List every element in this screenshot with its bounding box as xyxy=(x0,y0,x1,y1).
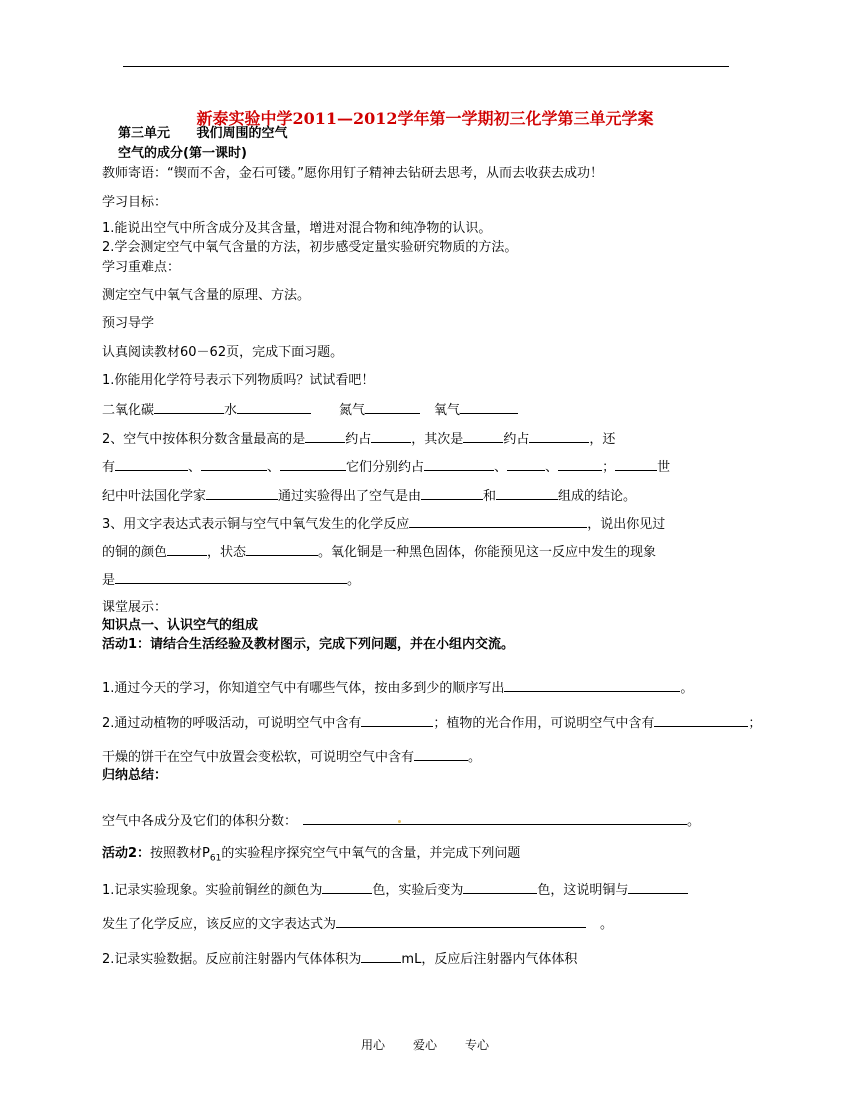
q2-line-3 xyxy=(102,487,636,505)
q3-text: 3、用文字表达式表示铜与空气中氧气发生的化学反应 xyxy=(102,517,410,532)
a2-text: 。 xyxy=(600,917,614,932)
answer-blank[interactable] xyxy=(206,487,278,500)
answer-blank[interactable] xyxy=(558,458,602,471)
q1-item: 水 xyxy=(224,403,238,418)
q2-text: 纪中叶法国化学家 xyxy=(102,489,207,504)
key-heading: 学习重难点： xyxy=(102,260,181,275)
page-title: 新泰实验中学2011—2012学年第一学期初三化学第三单元学案 xyxy=(196,109,654,128)
q2-text: 和 xyxy=(483,489,497,504)
footer-word: 爱心 xyxy=(412,1038,437,1052)
q2-text: 、 xyxy=(494,460,508,475)
a2-text: 色，这说明铜与 xyxy=(537,883,629,898)
knowledge-point-1: 知识点一、认识空气的组成 xyxy=(102,618,259,633)
a1-text: ； xyxy=(748,716,762,731)
a1-q2 xyxy=(102,714,761,732)
q2-text: 、 xyxy=(545,460,559,475)
q3-text: ，状态 xyxy=(207,545,247,560)
q1-item: 氧气 xyxy=(434,403,461,418)
summary-heading: 归纳总结： xyxy=(102,768,168,783)
footer-word: 用心 xyxy=(360,1038,385,1052)
answer-blank[interactable] xyxy=(365,401,420,414)
answer-blank[interactable] xyxy=(496,487,558,500)
answer-blank[interactable] xyxy=(628,881,688,894)
class-heading: 课堂展示： xyxy=(102,600,168,615)
q3-text: 是 xyxy=(102,573,116,588)
answer-blank[interactable] xyxy=(280,458,346,471)
answer-blank[interactable] xyxy=(424,458,494,471)
q3-line-1 xyxy=(102,515,665,533)
a1-q2-cont xyxy=(102,748,481,766)
answer-blank[interactable] xyxy=(154,401,224,414)
q2-text: 有 xyxy=(102,460,116,475)
answer-blank[interactable] xyxy=(237,401,311,414)
answer-blank[interactable] xyxy=(504,679,680,692)
activity-1-heading: 活动1：请结合生活经验及教材图示，完成下列问题，并在小组内交流。 xyxy=(102,637,515,652)
q2-text: 组成的结论。 xyxy=(558,489,637,504)
answer-blank[interactable] xyxy=(167,543,207,556)
a2-text: 1.记录实验现象。实验前铜丝的颜色为 xyxy=(102,883,323,898)
q2-text: ，还 xyxy=(589,432,616,447)
q3-text: 。氧化铜是一种黑色固体，你能预见这一反应中发生的现象 xyxy=(318,545,657,560)
stray-mark xyxy=(398,820,401,823)
goal-item: 2.学会测定空气中氧气含量的方法，初步感受定量实验研究物质的方法。 xyxy=(102,240,518,255)
summary-text: 。 xyxy=(687,814,701,829)
key-text: 测定空气中氧气含量的原理、方法。 xyxy=(102,288,311,303)
activity-2-label: 活动2： xyxy=(102,846,151,861)
answer-blank[interactable] xyxy=(615,458,657,471)
page-subscript: 61 xyxy=(209,853,222,864)
summary-line xyxy=(102,812,700,830)
q2-text: 、 xyxy=(267,460,281,475)
answer-blank[interactable] xyxy=(336,915,586,928)
q2-text: 世 xyxy=(657,460,671,475)
q2-line-1 xyxy=(102,430,615,448)
q2-text: ，其次是 xyxy=(411,432,464,447)
a2-q1 xyxy=(102,881,688,899)
a2-q2 xyxy=(102,950,577,968)
answer-blank[interactable] xyxy=(414,748,468,761)
answer-blank[interactable] xyxy=(371,430,411,443)
q2-text: 2、空气中按体积分数含量最高的是 xyxy=(102,432,306,447)
q1-fill-line xyxy=(102,401,518,419)
a1-text: ；植物的光合作用，可说明空气中含有 xyxy=(433,716,655,731)
answer-blank[interactable] xyxy=(460,401,518,414)
answer-blank[interactable] xyxy=(115,571,347,584)
a1-text: 1.通过今天的学习，你知道空气中有哪些气体，按由多到少的顺序写出 xyxy=(102,681,505,696)
answer-blank[interactable] xyxy=(421,487,483,500)
answer-blank[interactable] xyxy=(361,950,401,963)
summary-text: 空气中各成分及它们的体积分数： xyxy=(102,814,298,829)
activity-2-heading xyxy=(102,846,520,867)
a2-text: 2.记录实验数据。反应前注射器内气体体积为 xyxy=(102,952,362,967)
q2-text: 它们分别约占 xyxy=(346,460,425,475)
footer-word: 专心 xyxy=(465,1038,490,1052)
answer-blank[interactable] xyxy=(246,543,318,556)
answer-blank[interactable] xyxy=(409,515,587,528)
question-1: 1.你能用化学符号表示下列物质吗？试试看吧！ xyxy=(102,373,375,388)
a1-q1 xyxy=(102,679,693,697)
activity-2-text: 按照教材P xyxy=(150,846,210,861)
page-footer xyxy=(0,1036,850,1053)
q2-text: 、 xyxy=(188,460,202,475)
answer-blank[interactable] xyxy=(463,881,537,894)
q2-line-2 xyxy=(102,458,670,476)
a1-text: 。 xyxy=(680,681,694,696)
teacher-note: 教师寄语：“锲而不舍，金石可镂。”愿你用钉子精神去钻研去思考，从而去收获去成功！ xyxy=(102,166,603,181)
answer-blank[interactable] xyxy=(201,458,267,471)
header-rule xyxy=(123,66,729,67)
answer-blank[interactable] xyxy=(305,430,345,443)
a1-text: 2.通过动植物的呼吸活动，可说明空气中含有 xyxy=(102,716,362,731)
a2-text: mL，反应后注射器内气体体积 xyxy=(401,952,578,967)
lesson-heading: 空气的成分(第一课时) xyxy=(118,146,247,161)
a2-text: 发生了化学反应，该反应的文字表达式为 xyxy=(102,917,337,932)
answer-blank[interactable] xyxy=(322,881,372,894)
answer-blank[interactable] xyxy=(654,714,748,727)
answer-blank[interactable] xyxy=(115,458,188,471)
answer-blank[interactable] xyxy=(303,812,687,825)
goals-heading: 学习目标： xyxy=(102,195,168,210)
unit-heading: 第三单元 我们周围的空气 xyxy=(118,126,288,141)
q1-item: 氮气 xyxy=(339,403,366,418)
goal-item: 1.能说出空气中所含成分及其含量，增进对混合物和纯净物的认识。 xyxy=(102,221,492,236)
answer-blank[interactable] xyxy=(361,714,433,727)
q2-text: 通过实验得出了空气是由 xyxy=(278,489,422,504)
a1-text: 干燥的饼干在空气中放置会变松软，可说明空气中含有 xyxy=(102,750,415,765)
q3-text: 。 xyxy=(347,573,361,588)
q2-text: ； xyxy=(602,460,616,475)
answer-blank[interactable] xyxy=(507,458,545,471)
preview-intro: 认真阅读教材60－62页，完成下面习题。 xyxy=(102,345,344,360)
preview-heading: 预习导学 xyxy=(102,316,155,331)
a2-q1-cont xyxy=(102,915,613,933)
answer-blank[interactable] xyxy=(463,430,503,443)
q3-text: ，说出你见过 xyxy=(587,517,666,532)
q3-text: 的铜的颜色 xyxy=(102,545,168,560)
answer-blank[interactable] xyxy=(529,430,589,443)
q1-item: 二氧化碳 xyxy=(102,403,155,418)
q3-line-2 xyxy=(102,543,656,561)
q2-text: 约占 xyxy=(345,432,372,447)
q2-text: 约占 xyxy=(503,432,530,447)
q3-line-3 xyxy=(102,571,360,589)
activity-2-text: 的实验程序探究空气中氧气的含量，并完成下列问题 xyxy=(221,846,521,861)
a2-text: 色，实验后变为 xyxy=(372,883,464,898)
a1-text: 。 xyxy=(468,750,482,765)
